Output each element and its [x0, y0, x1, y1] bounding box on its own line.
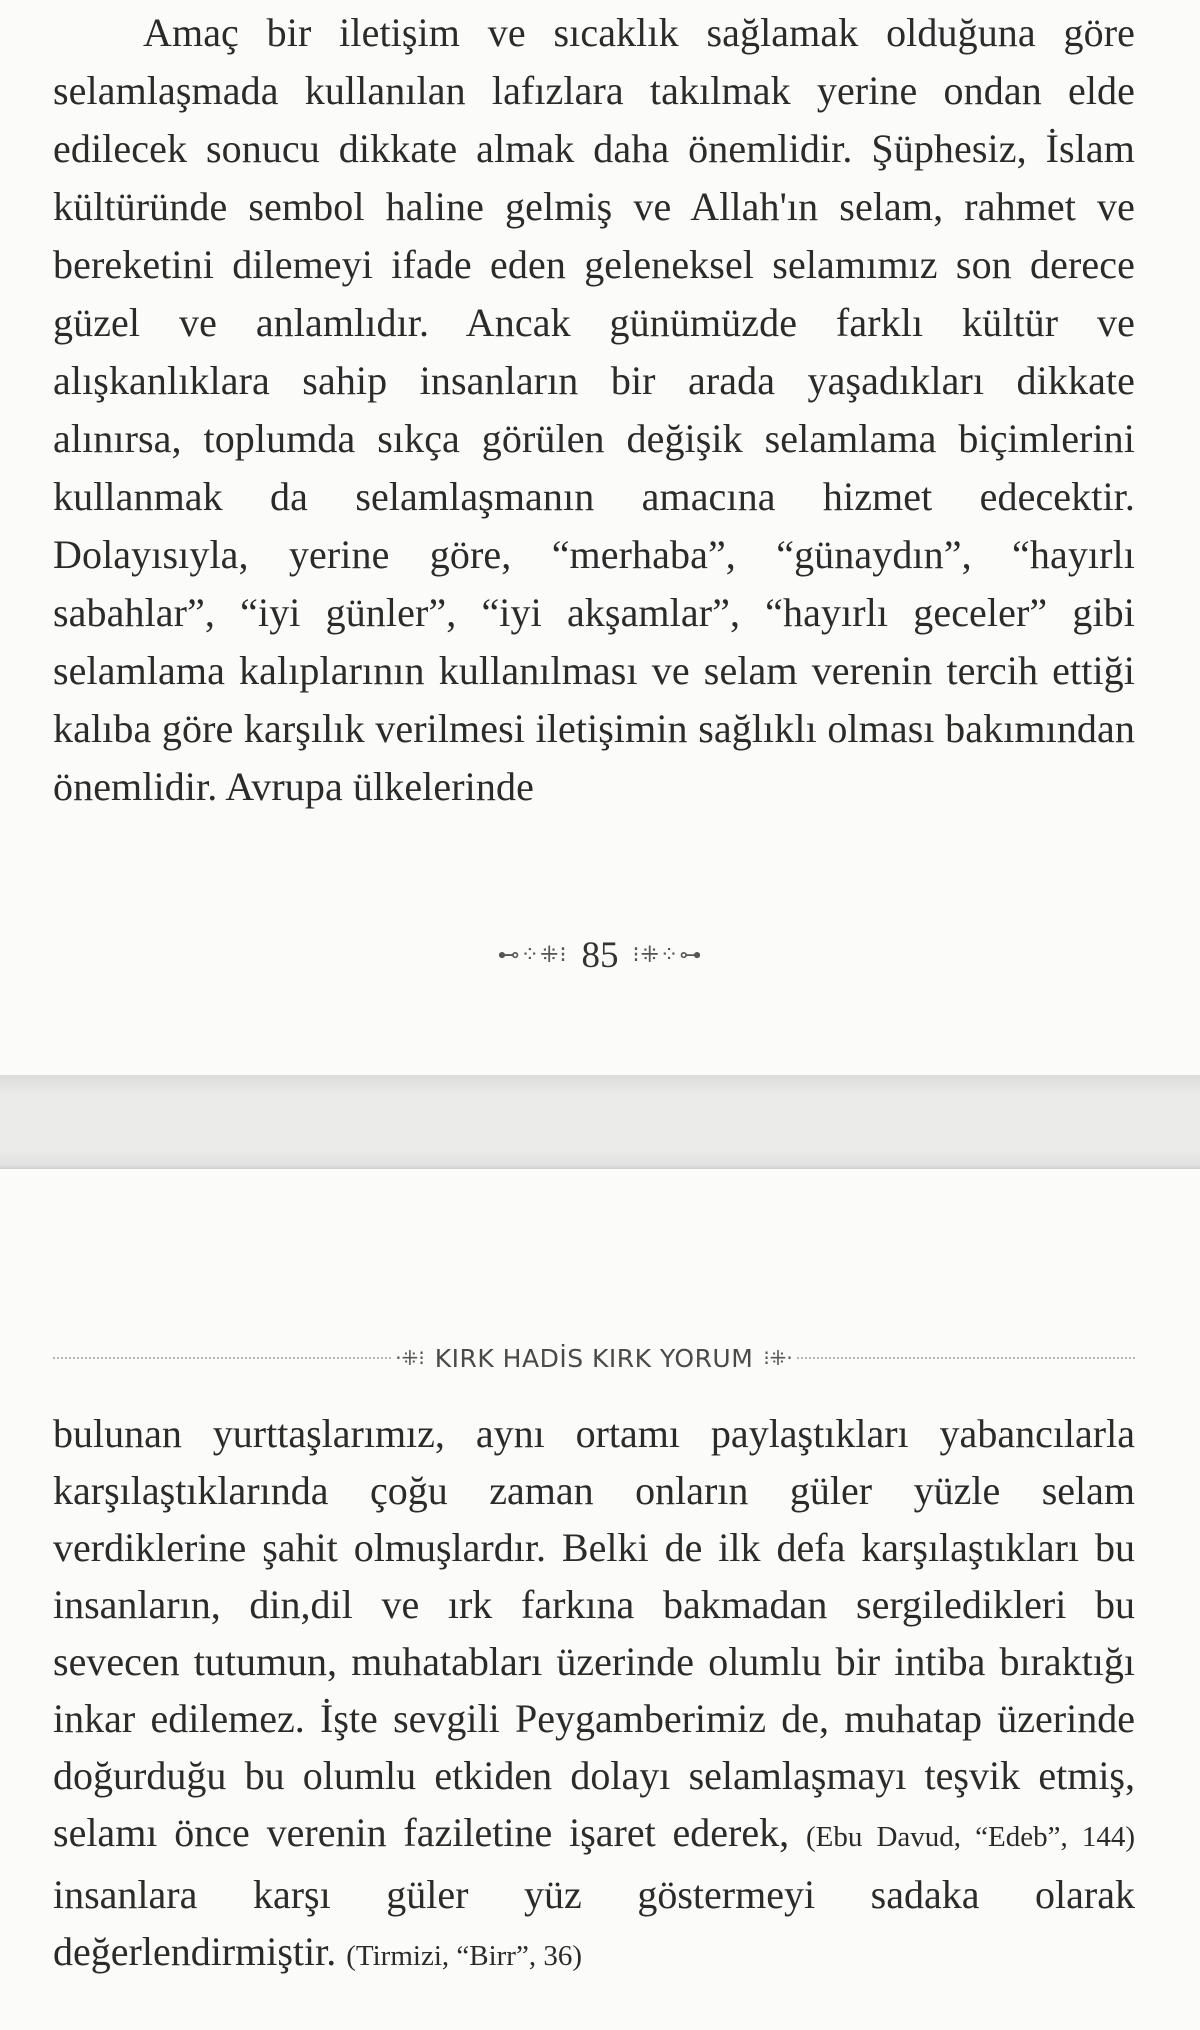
page-number: 85	[581, 934, 619, 976]
bottom-page-paragraph	[53, 1405, 1135, 1985]
top-page-paragraph: Amaç bir iletişim ve sıcaklık sağlamak olduğuna göre selamlaşmada kullanılan lafızlara takılmak yerine ondan elde edilecek sonucu dikkate almak daha önemlidir. Şüphesiz, İslam kültüründe sembol haline gelmiş ve Allah'ın selam, rahmet ve bereketini dilemeyi ifade eden geleneksel selamımız son derece güzel ve anlamlıdır. Ancak günümüzde farklı kültür ve alışkanlıklara sahip insanların bir arada yaşadıkları dikkate alınırsa, toplumda sıkça görülen değişik selamlama biçimlerini kullanmak da selamlaşmanın amacına hizmet edecektir. Dolayısıyla, yerine göre, “merhaba”, “günaydın”, “hayırlı sabahlar”, “iyi günler”, “iyi akşamlar”, “hayırlı geceler” gibi selamlama kalıplarının kullanılması ve selam verenin tercih ettiği kalıba göre karşılık verilmesi iletişimin sağlıklı olması bakımından önemlidir. Avrupa ülkelerinde	[53, 10, 1135, 809]
page-footer	[0, 925, 1200, 985]
bottom-paragraph-part2: insanlara karşı güler yüz göstermeyi sadaka olarak değerlendirmiştir.	[53, 1872, 1135, 1974]
ornament-left-icon: ⊷⁘⁜⁝	[497, 942, 568, 968]
running-header	[53, 1336, 1135, 1380]
running-header-title: KIRK HADİS KIRK YORUM	[434, 1343, 754, 1373]
citation-tirmizi: (Tirmizi, “Birr”, 36)	[346, 1940, 582, 1972]
header-rule-left	[53, 1357, 391, 1359]
page-separator[interactable]	[0, 1075, 1200, 1169]
citation-ebu-davud: (Ebu Davud, “Edeb”, 144)	[806, 1821, 1135, 1853]
ornament-right-icon: ⁝⁜⁘⊶	[632, 942, 703, 968]
header-ornament-left-icon: ·⁜⁝	[395, 1346, 425, 1370]
bottom-paragraph-part1: bulunan yurttaşlarımız, aynı ortamı paylaştıkları yabancılarla karşılaştıklarında çoğu zaman onların güler yüzle selam verdiklerine şahit olmuşlardır. Belki de ilk defa karşılaştıkları bu insanların, din,dil ve ırk farkına bakmadan sergiledikleri bu sevecen tutumun, muhatabları üzerinde olumlu bir intiba bıraktığı inkar edilemez. İşte sevgili Peygamberimiz de, muhatap üzerinde doğurduğu bu olumlu etkiden dolayı selamlaşmayı teşvik etmiş, selamı önce verenin faziletine işaret ederek,	[53, 1411, 1135, 1855]
header-ornament-right-icon: ⁝⁜·	[763, 1346, 793, 1370]
running-header-center	[391, 1344, 797, 1373]
header-rule-right	[797, 1357, 1135, 1359]
